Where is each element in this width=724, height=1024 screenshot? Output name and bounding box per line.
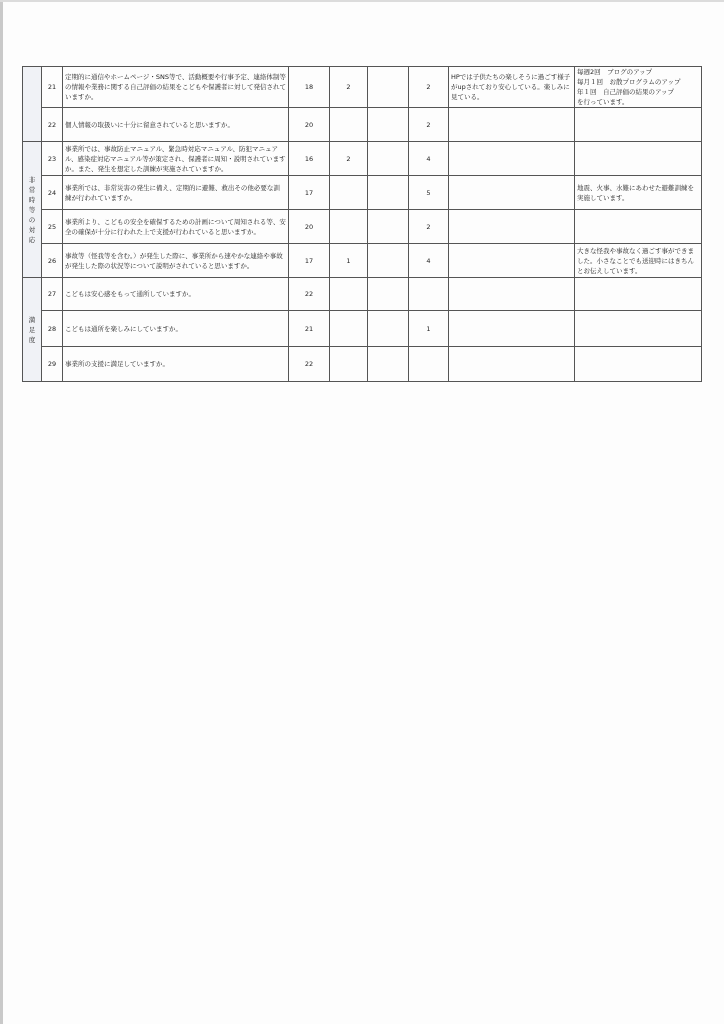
table-row [23, 142, 702, 176]
count-neither [330, 278, 368, 311]
question-text: こどもは安心感をもって通所していますか。 [63, 278, 289, 311]
count-no [368, 210, 409, 244]
question-text: 個人情報の取扱いに十分に留意されていると思いますか。 [63, 108, 289, 142]
question-number: 21 [42, 67, 63, 108]
count-no [368, 176, 409, 210]
question-text: 事業所では、非常災害の発生に備え、定期的に避難、救出その他必要な訓練が行われていますか。 [63, 176, 289, 210]
count-yes: 22 [289, 278, 330, 311]
count-unknown: 2 [409, 67, 449, 108]
category-char: 非 [28, 175, 36, 184]
category-char: 度 [28, 335, 36, 344]
category-cell [23, 142, 42, 278]
question-number: 26 [42, 244, 63, 278]
count-unknown [409, 347, 449, 382]
guardian-comment: HPでは子供たちの楽しそうに過ごす様子がupされており安心している。楽しみに見ている。 [449, 67, 575, 108]
question-text: 事業所より、こどもの安全を確保するための計画について周知される等、安全の確保が十分に行われた上で支援が行われていると思いますか。 [63, 210, 289, 244]
guardian-comment [449, 278, 575, 311]
guardian-comment [449, 244, 575, 278]
guardian-comment [449, 108, 575, 142]
count-unknown: 2 [409, 210, 449, 244]
count-neither [330, 210, 368, 244]
count-yes: 16 [289, 142, 330, 176]
facility-response [575, 210, 702, 244]
count-no [368, 278, 409, 311]
count-neither: 2 [330, 142, 368, 176]
category-char: 時 [28, 195, 36, 204]
facility-response [575, 67, 702, 108]
facility-response [575, 311, 702, 347]
category-char: の [28, 215, 36, 224]
count-yes: 21 [289, 311, 330, 347]
guardian-comment [449, 142, 575, 176]
count-neither [330, 311, 368, 347]
facility-response [575, 108, 702, 142]
table-row [23, 278, 702, 311]
category-char: 対 [28, 225, 36, 234]
question-text: 事業所の支援に満足していますか。 [63, 347, 289, 382]
response-line: 大きな怪我や事故なく過ごす事ができました。小さなことでも送迎時にはきちんとお伝えしています。 [577, 246, 694, 275]
category-char: 足 [28, 325, 36, 334]
category-char: 常 [28, 185, 36, 194]
facility-response [575, 244, 702, 278]
question-number: 28 [42, 311, 63, 347]
question-number: 22 [42, 108, 63, 142]
question-number: 24 [42, 176, 63, 210]
table-row [23, 108, 702, 142]
response-line: 地震、火事、水難にあわせた避難訓練を実施しています。 [577, 183, 694, 202]
guardian-comment [449, 210, 575, 244]
response-line: 毎月１回 お散プログラムのアップ [577, 78, 681, 86]
facility-response [575, 176, 702, 210]
page-top-edge [0, 0, 724, 2]
question-number: 29 [42, 347, 63, 382]
facility-response [575, 278, 702, 311]
count-yes: 20 [289, 108, 330, 142]
count-no [368, 142, 409, 176]
category-cell [23, 278, 42, 382]
count-neither: 1 [330, 244, 368, 278]
count-no [368, 311, 409, 347]
question-text: 事業所では、事故防止マニュアル、緊急時対応マニュアル、防犯マニュアル、感染症対応マニュアル等が策定され、保護者に周知・説明されていますか。また、発生を想定した訓練が実施されていますか。 [63, 142, 289, 176]
count-unknown: 1 [409, 311, 449, 347]
count-unknown: 4 [409, 142, 449, 176]
response-line: 年１回 自己評価の結果のアップ [577, 88, 675, 96]
category-char: 等 [28, 205, 36, 214]
table-row [23, 244, 702, 278]
count-neither [330, 108, 368, 142]
guardian-comment [449, 311, 575, 347]
question-number: 27 [42, 278, 63, 311]
count-unknown: 5 [409, 176, 449, 210]
count-yes: 22 [289, 347, 330, 382]
count-neither [330, 347, 368, 382]
table-row [23, 311, 702, 347]
table-row [23, 176, 702, 210]
count-neither: 2 [330, 67, 368, 108]
question-text: 定期的に通信やホームページ・SNS等で、活動概要や行事予定、連絡体制等の情報や業務に関する自己評価の結果をこどもや保護者に対して発信されていますか。 [63, 67, 289, 108]
count-yes: 17 [289, 176, 330, 210]
question-text: 事故等（怪我等を含む。）が発生した際に、事業所から速やかな連絡や事故が発生した際の状況等について説明がされていると思いますか。 [63, 244, 289, 278]
count-no [368, 67, 409, 108]
facility-response [575, 142, 702, 176]
category-cell-blank [23, 67, 42, 142]
question-number: 23 [42, 142, 63, 176]
count-yes: 17 [289, 244, 330, 278]
guardian-comment [449, 347, 575, 382]
table-row [23, 347, 702, 382]
table-row [23, 67, 702, 108]
count-unknown: 2 [409, 108, 449, 142]
page-left-edge [0, 0, 3, 1024]
table-row [23, 210, 702, 244]
count-no [368, 108, 409, 142]
count-unknown: 4 [409, 244, 449, 278]
count-yes: 18 [289, 67, 330, 108]
category-char: 満 [28, 315, 36, 324]
survey-table [22, 66, 702, 382]
count-neither [330, 176, 368, 210]
guardian-comment [449, 176, 575, 210]
question-number: 25 [42, 210, 63, 244]
count-yes: 20 [289, 210, 330, 244]
facility-response [575, 347, 702, 382]
question-text: こどもは通所を楽しみにしていますか。 [63, 311, 289, 347]
count-no [368, 244, 409, 278]
response-line: を行っています。 [577, 98, 629, 106]
count-unknown [409, 278, 449, 311]
count-no [368, 347, 409, 382]
response-line: 毎週2回 ブログのアップ [577, 68, 653, 76]
category-char: 応 [28, 235, 36, 244]
